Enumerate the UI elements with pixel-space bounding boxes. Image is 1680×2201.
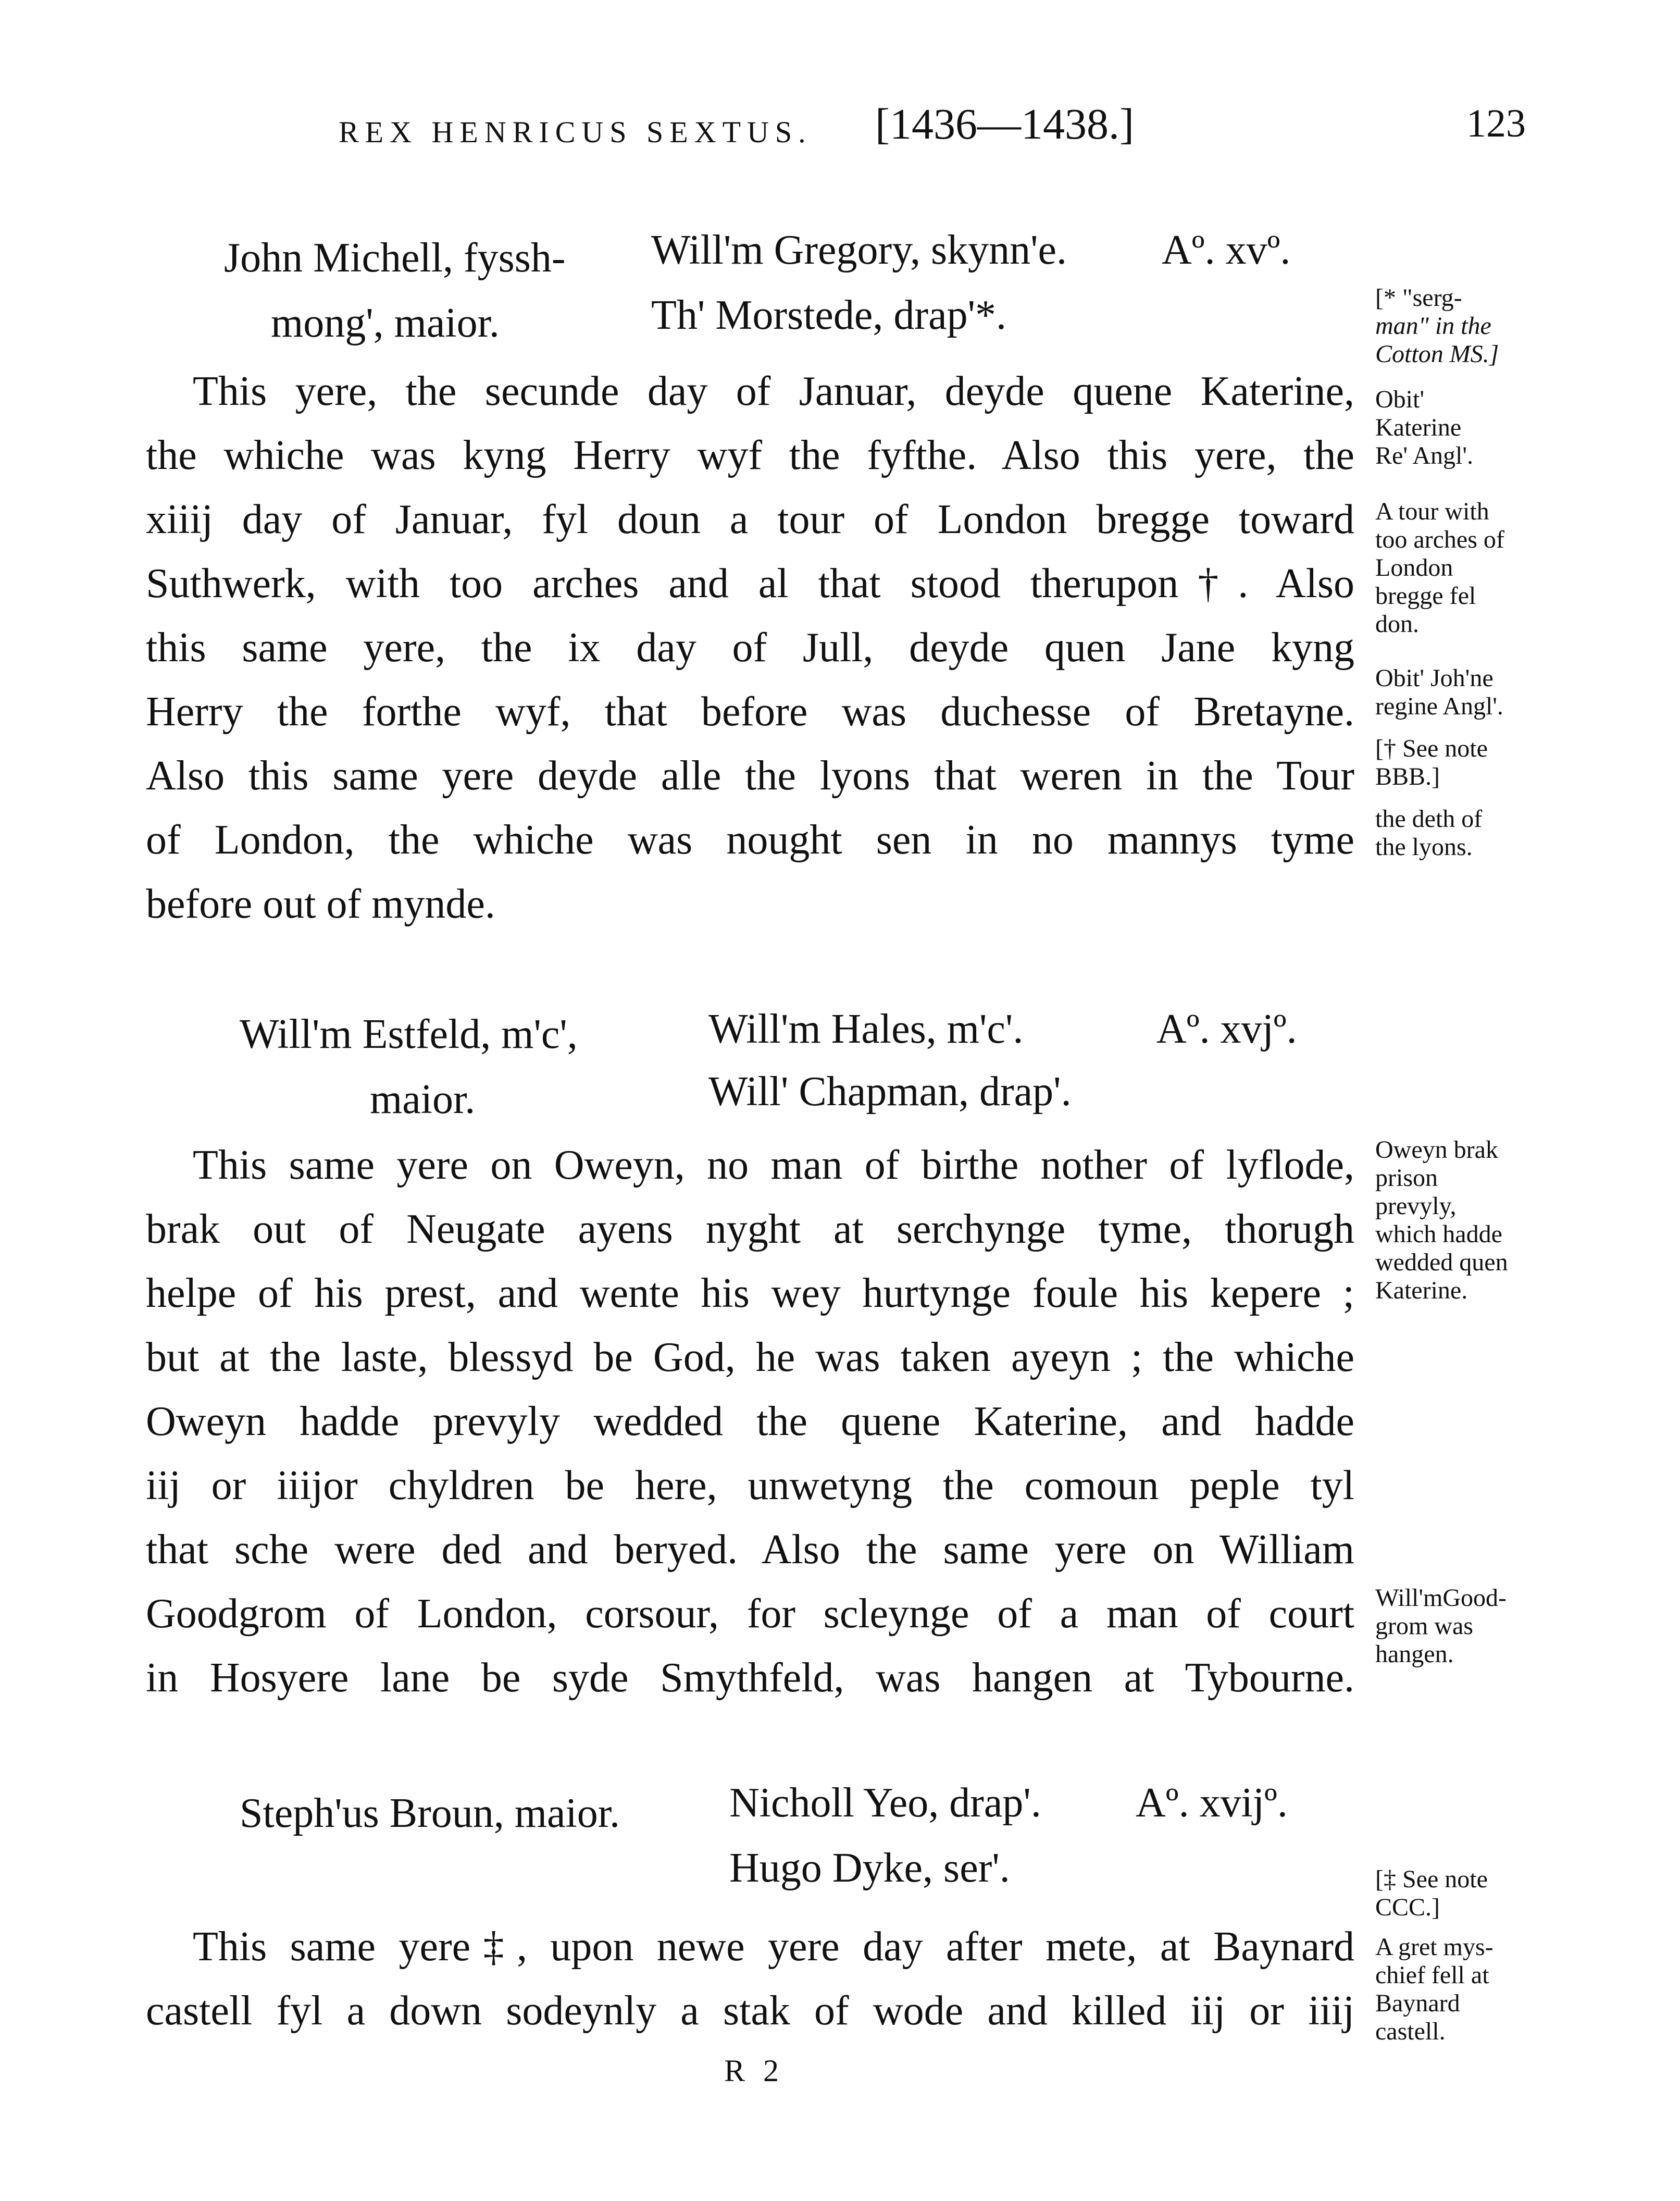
text-line: This same yere‡, upon newe yere day after mete, at Baynard bbox=[193, 1924, 1354, 1970]
sheriff-2: Will' Chapman, drap'. bbox=[708, 1069, 1072, 1115]
regnal-year: Aº. xvjº. bbox=[1156, 1006, 1297, 1052]
margin-note: Oweyn brak prison prevyly, which hadde wedded quen Katerine. bbox=[1375, 1136, 1508, 1304]
sheriff-1: Will'm Gregory, skynn'e. bbox=[651, 227, 1067, 273]
regnal-year: Aº. xvijº. bbox=[1136, 1780, 1288, 1826]
margin-note: Obit' Joh'ne regine Angl'. bbox=[1375, 664, 1503, 720]
text-line: this same yere, the ix day of Jull, deyde quen Jane kyng bbox=[146, 625, 1354, 671]
sheriff-1: Nicholl Yeo, drap'. bbox=[729, 1780, 1041, 1826]
text-line: Goodgrom of London, corsour, for scleynge of a man of court bbox=[146, 1591, 1354, 1637]
text-line: but at the laste, blessyd be God, he was taken ayeyn ; the whiche bbox=[146, 1334, 1354, 1380]
text-line: castell fyl a down sodeynly a stak of wode and killed iij or iiij bbox=[146, 1988, 1354, 2034]
running-head-date-range: [1436—1438.] bbox=[875, 100, 1134, 149]
text-line: iij or iiijor chyldren be here, unwetyng the comoun peple tyl bbox=[146, 1463, 1354, 1508]
text-line: in Hosyere lane be syde Smythfeld, was hangen at Tybourne. bbox=[146, 1655, 1354, 1701]
text-line: that sche were ded and beryed. Also the same yere on William bbox=[146, 1527, 1354, 1573]
margin-note: Obit' Katerine Re' Angl'. bbox=[1375, 386, 1473, 469]
text-line: before out of mynde. bbox=[146, 881, 495, 927]
running-head bbox=[0, 99, 1680, 156]
sheriff-2: Hugo Dyke, ser'. bbox=[729, 1845, 1010, 1891]
margin-note: [‡ See note CCC.] bbox=[1375, 1865, 1488, 1921]
paragraph-1 bbox=[146, 360, 1354, 936]
margin-note: Will'mGood- grom was hangen. bbox=[1375, 1584, 1507, 1668]
mayor-line-2: mong', maior. bbox=[271, 300, 500, 346]
text-line: xiiij day of Januar, fyl doun a tour of London bregge toward bbox=[146, 497, 1354, 542]
text-line: This same yere on Oweyn, no man of birthe nother of lyflode, bbox=[193, 1142, 1354, 1188]
paragraph-2 bbox=[146, 1133, 1354, 1710]
text-line: the whiche was kyng Herry wyf the fyfthe. Also this yere, the bbox=[146, 432, 1354, 478]
mayor-line-2: maior. bbox=[370, 1077, 476, 1122]
mayor-line-1: Steph'us Broun, maior. bbox=[240, 1790, 620, 1836]
margin-note: A gret mys- chief fell at Baynard castell. bbox=[1375, 1933, 1494, 2045]
text-line: helpe of his prest, and wente his wey hurtynge foule his kepere ; bbox=[146, 1270, 1354, 1316]
margin-note: A tour with too arches of London bregge fel don. bbox=[1375, 498, 1504, 638]
text-line: This yere, the secunde day of Januar, deyde quene Katerine, bbox=[193, 368, 1354, 414]
sheriff-2: Th' Morstede, drap'*. bbox=[651, 292, 1006, 338]
signature-mark: R 2 bbox=[724, 2054, 785, 2088]
paragraph-3 bbox=[146, 1915, 1354, 2043]
mayor-line-1: John Michell, fyssh- bbox=[224, 235, 566, 281]
text-line: Also this same yere deyde alle the lyons that weren in the Tour bbox=[146, 753, 1354, 799]
page-number: 123 bbox=[1466, 102, 1526, 145]
text-line: Herry the forthe wyf, that before was duchesse of Bretayne. bbox=[146, 689, 1354, 735]
running-head-title: REX HENRICUS SEXTUS. bbox=[339, 115, 812, 149]
text-line: Oweyn hadde prevyly wedded the quene Katerine, and hadde bbox=[146, 1399, 1354, 1444]
text-line: brak out of Neugate ayens nyght at serchynge tyme, thorugh bbox=[146, 1206, 1354, 1252]
text-line: of London, the whiche was nought sen in no mannys tyme bbox=[146, 817, 1354, 863]
mayor-line-1: Will'm Estfeld, m'c', bbox=[240, 1011, 578, 1057]
margin-note: [† See note BBB.] bbox=[1375, 735, 1488, 790]
margin-note: [* "serg- man" in the Cotton MS.] bbox=[1375, 284, 1499, 368]
text-line: Suthwerk, with too arches and al that stood therupon†. Also bbox=[146, 561, 1354, 607]
sheriff-1: Will'm Hales, m'c'. bbox=[708, 1006, 1024, 1052]
margin-note: the deth of the lyons. bbox=[1375, 805, 1483, 861]
regnal-year: Aº. xvº. bbox=[1162, 227, 1291, 273]
